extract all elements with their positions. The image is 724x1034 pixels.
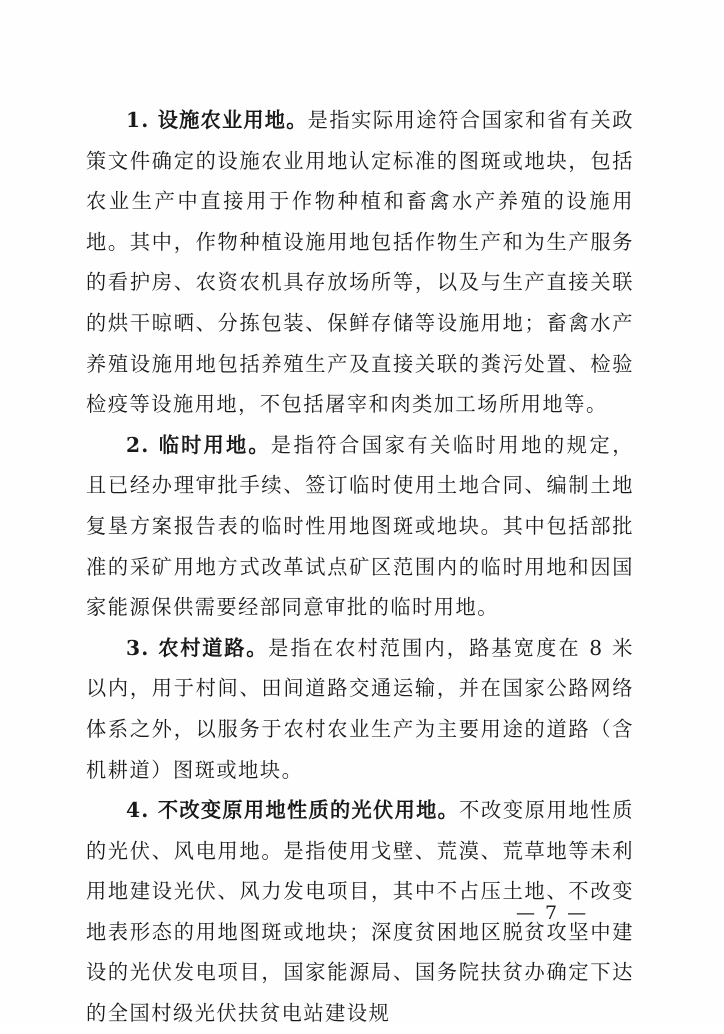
body-text bbox=[86, 100, 634, 1034]
paragraph-body: 是指在农村范围内，路基宽度在 8 米以内，用于村间、田间道路交通运输，并在国家公路网络体系之外，以服务于农村农业生产为主要用途的道路（含机耕道）图斑或地块。 bbox=[86, 635, 634, 782]
paragraph-facility-agriculture-land bbox=[86, 100, 634, 425]
paragraph-heading: 1. 设施农业用地。 bbox=[126, 108, 308, 132]
paragraph-body: 不改变原用地性质的光伏、风电用地。是指使用戈壁、荒漠、荒草地等未利用地建设光伏、风力发电项目，其中不占压土地、不改变地表形态的用地图斑或地块；深度贫困地区脱贫攻坚中建设的光伏发电项目，国家能源局、国务院扶贫办确定下达的全国村级光伏扶贫电站建设规 bbox=[86, 798, 634, 1026]
paragraph-rural-roads bbox=[86, 628, 634, 790]
paragraph-heading: 2. 临时用地。 bbox=[126, 432, 271, 457]
paragraph-temporary-land bbox=[86, 425, 634, 628]
paragraph-body: 是指实际用途符合国家和省有关政策文件确定的设施农业用地认定标准的图斑或地块，包括农业生产中直接用于作物种植和畜禽水产养殖的设施用地。其中，作物种植设施用地包括作物生产和为生产服务的看护房、农资农机具存放场所等，以及与生产直接关联的烘干晾晒、分拣包装、保鲜存储等设施用地；畜禽水产养殖设施用地包括养殖生产及直接关联的粪污处置、检验检疫等设施用地，不包括屠宰和肉类加工场所用地等。 bbox=[86, 108, 634, 417]
paragraph-heading: 3. 农村道路。 bbox=[126, 635, 269, 660]
paragraph-body: 是指符合国家有关临时用地的规定，且已经办理审批手续、签订临时使用土地合同、编制土地复垦方案报告表的临时性用地图斑或地块。其中包括部批准的采矿用地方式改革试点矿区范围内的临时用地和因国家能源保供需要经部同意审批的临时用地。 bbox=[86, 432, 634, 620]
page-number: — 7 — bbox=[516, 902, 589, 924]
paragraph-heading: 4. 不改变原用地性质的光伏用地。 bbox=[126, 798, 460, 823]
